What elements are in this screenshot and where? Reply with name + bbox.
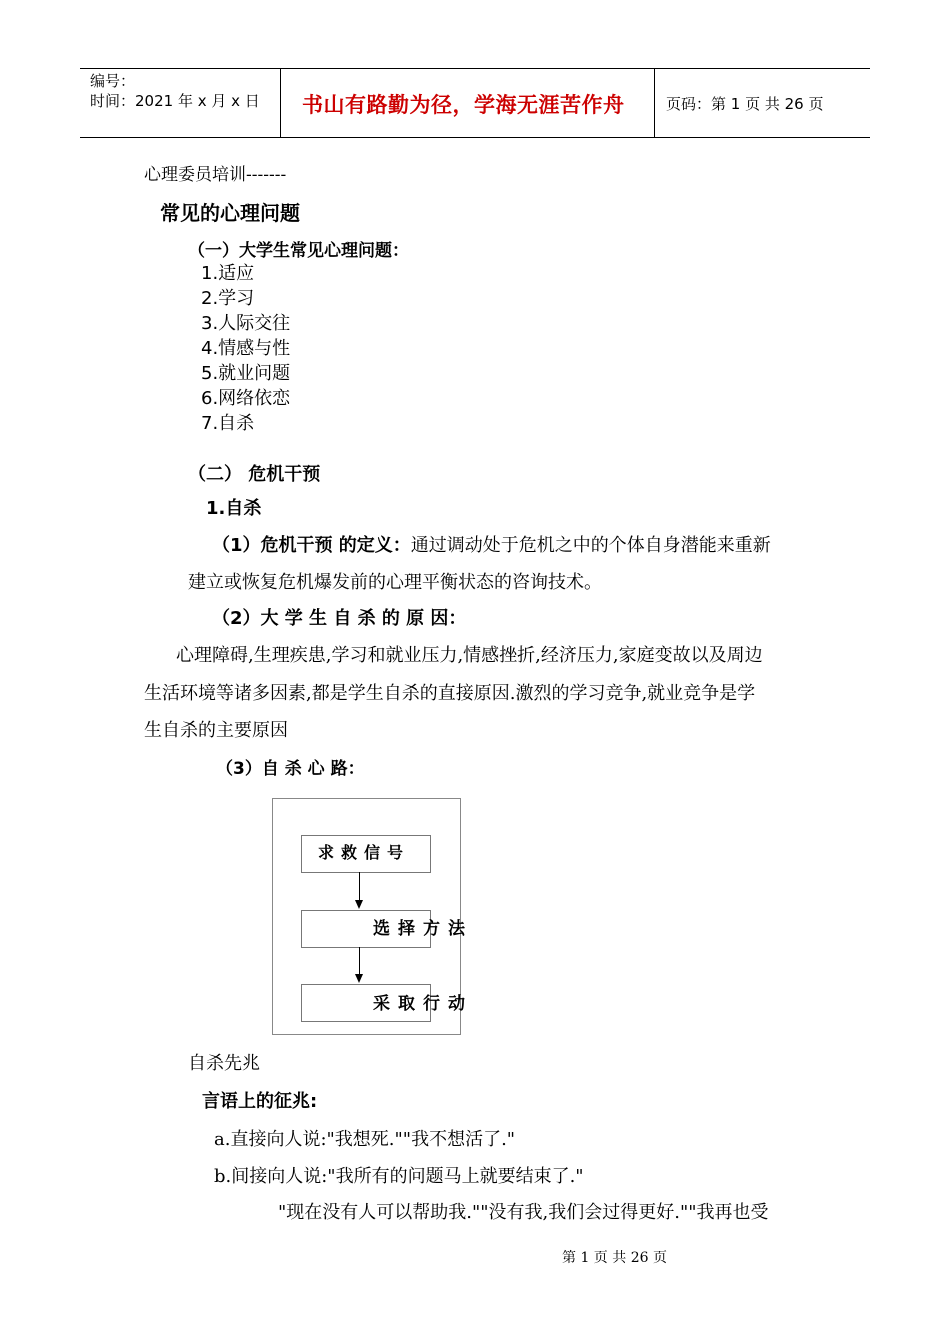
verbal-item: b.间接向人说:"我所有的问题马上就要结束了." [214,1166,584,1187]
header-motto: 书山有路勤为径，学海无涯苦作舟 [302,92,625,117]
list-item: 4.情感与性 [201,338,291,359]
header-page-info: 页码：第 1 页 共 26 页 [666,95,824,113]
verbal-item: a.直接向人说:"我想死.""我不想活了." [214,1129,516,1150]
list-item: 7.自杀 [201,413,255,434]
cause-line: 生活环境等诸多因素,都是学生自杀的直接原因.激烈的学习竞争,就业竞争是学 [144,683,756,704]
flow-arrow-line [359,872,360,901]
definition-text-cont: 建立或恢复危机爆发前的心理平衡状态的咨询技术。 [188,572,602,593]
path-title: （3）自 杀 心 路： [216,759,365,779]
cause-line: 心理障碍,生理疾患,学习和就业压力,情感挫折,经济压力,家庭变故以及周边 [176,645,763,666]
flow-label-action: 采取行动 [373,994,473,1014]
omen-title: 自杀先兆 [188,1053,260,1074]
list-item: 6.网络依恋 [201,388,291,409]
list-item: 5.就业问题 [201,363,291,384]
list-item: 3.人际交往 [201,313,291,334]
definition-text: 通过调动处于危机之中的个体自身潜能来重新 [410,535,771,556]
flow-label-method: 选择方法 [373,919,473,939]
header-table [80,68,870,138]
list-item: 2.学习 [201,288,255,309]
cause-line: 生自杀的主要原因 [144,720,288,741]
verbal-item: "现在没有人可以帮助我.""没有我,我们会过得更好.""我再也受 [278,1202,769,1223]
section1-title: （一）大学生常见心理问题： [188,241,409,261]
course-label: 心理委员培训------- [144,165,287,185]
flow-label-signal: 求救信号 [318,843,411,862]
section2-title: （二） 危机干预 [188,464,321,485]
time-label: 时间：2021 年 x 月 x 日 [90,92,260,110]
header-divider [654,69,655,137]
verbal-title: 言语上的征兆: [202,1091,318,1112]
flow-arrow-head [355,900,363,909]
definition-label: （1）危机干预 的定义： [212,535,411,556]
footer-page-number: 第 1 页 共 26 页 [562,1250,667,1266]
sub1-title: 1.自杀 [206,498,262,519]
number-label: 编号： [90,72,136,90]
header-divider [280,69,281,137]
page-title: 常见的心理问题 [160,201,300,225]
list-item: 1.适应 [201,263,255,284]
flow-arrow-line [359,947,360,975]
flow-arrow-head [355,974,363,983]
definition-line [212,531,771,557]
cause-title: （2）大 学 生 自 杀 的 原 因： [212,608,467,629]
header-meta [90,71,260,111]
